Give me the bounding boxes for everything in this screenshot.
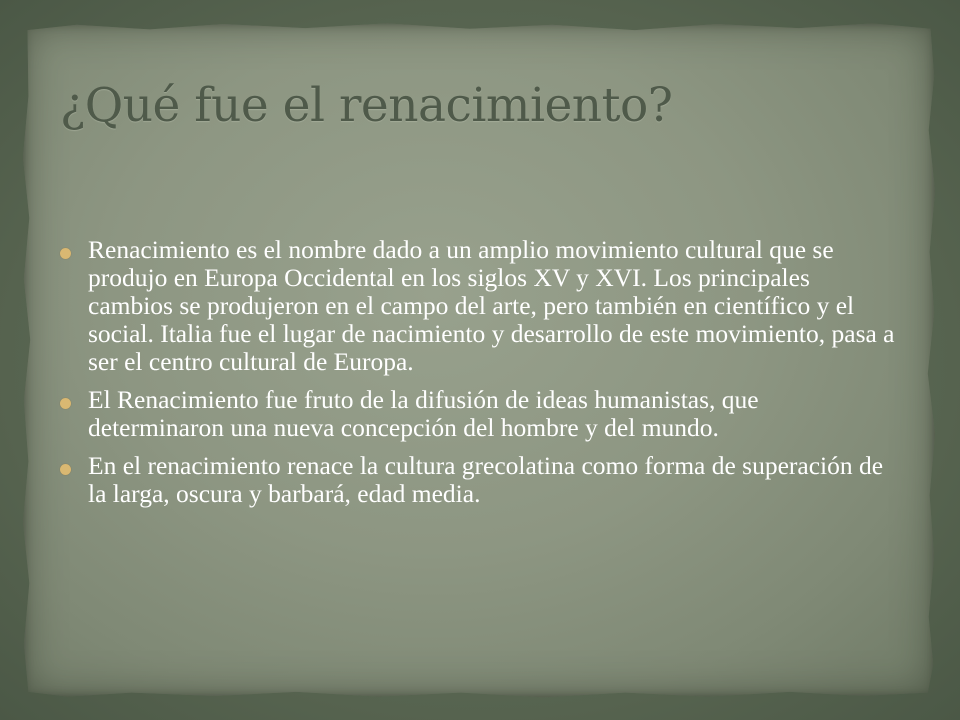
bullet-list xyxy=(60,236,900,518)
bullet-dot-icon xyxy=(60,398,71,409)
bullet-text: Renacimiento es el nombre dado a un amplio movimiento cultural que se produjo en Europa Occidental en los siglos XV y XVI. Los principales cambios se produjeron en el campo del arte, pero también en científico y el social. Italia fue el lugar de nacimiento y desarrollo de este movimiento, pasa a ser el centro cultural de Europa. xyxy=(88,235,895,376)
bullet-text: El Renacimiento fue fruto de la difusión de ideas humanistas, que determinaron una nueva concepción del hombre y del mundo. xyxy=(88,385,759,442)
bullet-dot-icon xyxy=(60,464,71,475)
bullet-text: En el renacimiento renace la cultura grecolatina como forma de superación de la larga, oscura y barbará, edad media. xyxy=(88,451,884,508)
bullet-item xyxy=(60,236,900,376)
bullet-item xyxy=(60,386,900,442)
bullet-item xyxy=(60,452,900,508)
slide-title: ¿Qué fue el renacimiento? xyxy=(60,78,673,133)
bullet-dot-icon xyxy=(60,248,71,259)
